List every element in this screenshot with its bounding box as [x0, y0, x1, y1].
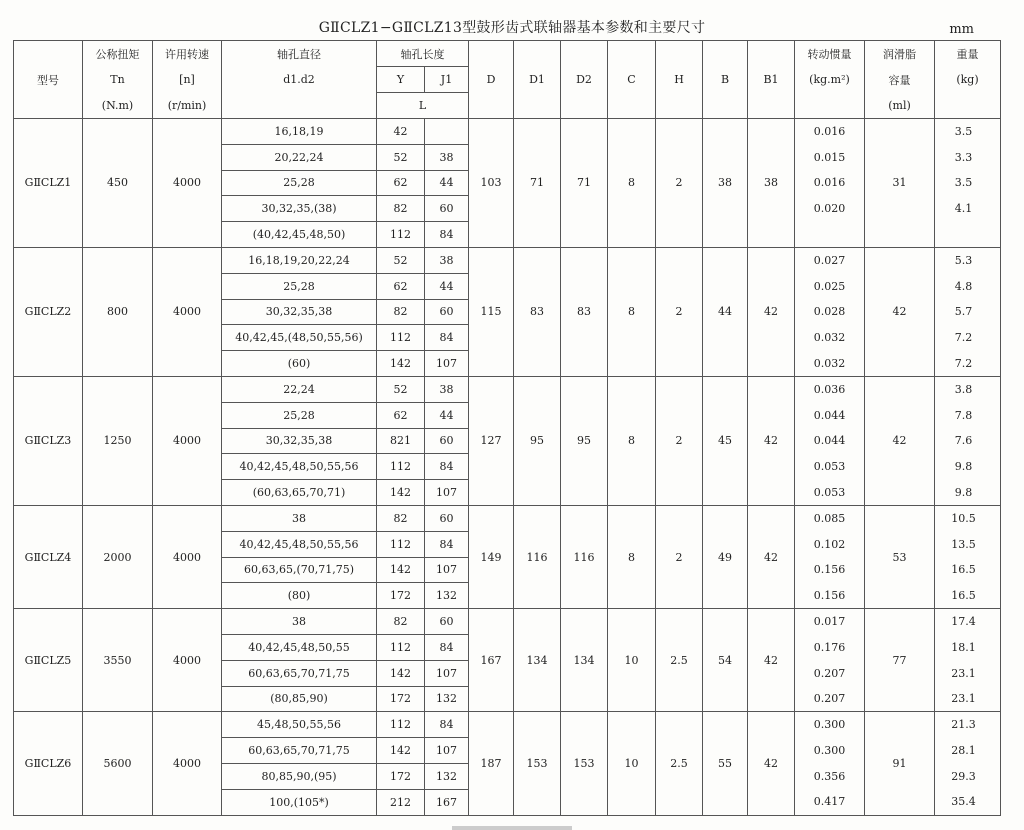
table-body [14, 119, 1001, 816]
header-speed-unit: (r/min) [153, 93, 222, 119]
h-cell: 2 [656, 119, 703, 248]
header-D1: D1 [514, 41, 561, 119]
table-row [14, 609, 1001, 635]
d2-cell: 116 [561, 505, 608, 608]
y-cell: 821 [377, 428, 425, 454]
grease-cell: 53 [865, 505, 935, 608]
d1-cell: 134 [514, 609, 561, 712]
unit-label: mm [949, 22, 974, 37]
header-speed: 许用转速 [153, 41, 222, 67]
inertia-cell: 0.020 [795, 196, 865, 222]
c-cell: 8 [608, 505, 656, 608]
bore-cell: 60,63,65,70,71,75 [222, 738, 377, 764]
weight-cell: 3.5 [935, 170, 1001, 196]
weight-cell: 5.3 [935, 247, 1001, 273]
weight-cell: 3.8 [935, 376, 1001, 402]
y-cell: 212 [377, 789, 425, 815]
inertia-cell: 0.017 [795, 609, 865, 635]
inertia-cell: 0.156 [795, 557, 865, 583]
d1-cell: 153 [514, 712, 561, 815]
inertia-cell: 0.032 [795, 325, 865, 351]
y-cell: 62 [377, 402, 425, 428]
inertia-cell: 0.044 [795, 428, 865, 454]
d-cell: 187 [469, 712, 514, 815]
header-grease-sub: 容量 [865, 67, 935, 93]
weight-cell: 3.3 [935, 144, 1001, 170]
header-bore-bottom [222, 93, 377, 119]
header-B: B [703, 41, 748, 119]
inertia-cell: 0.053 [795, 454, 865, 480]
b1-cell: 42 [748, 247, 795, 376]
header-H: H [656, 41, 703, 119]
j1-cell: 132 [425, 583, 469, 609]
model-cell: GⅡCLZ3 [14, 376, 83, 505]
header-model: 型号 [14, 67, 83, 93]
model-cell: GⅡCLZ2 [14, 247, 83, 376]
d1-cell: 95 [514, 376, 561, 505]
y-cell: 112 [377, 712, 425, 738]
d2-cell: 71 [561, 119, 608, 248]
torque-cell: 2000 [83, 505, 153, 608]
weight-cell [935, 222, 1001, 248]
b-cell: 44 [703, 247, 748, 376]
torque-cell: 800 [83, 247, 153, 376]
header-inertia-unit: (kg.m²) [795, 67, 865, 93]
header-weight-unit: (kg) [935, 67, 1001, 93]
y-cell: 82 [377, 609, 425, 635]
inertia-cell: 0.417 [795, 789, 865, 815]
j1-cell: 38 [425, 247, 469, 273]
j1-cell: 84 [425, 531, 469, 557]
torque-cell: 450 [83, 119, 153, 248]
y-cell: 52 [377, 376, 425, 402]
d2-cell: 134 [561, 609, 608, 712]
bore-cell: 30,32,35,38 [222, 428, 377, 454]
y-cell: 142 [377, 557, 425, 583]
grease-cell: 91 [865, 712, 935, 815]
table-row [14, 119, 1001, 145]
y-cell: 62 [377, 273, 425, 299]
j1-cell: 60 [425, 196, 469, 222]
d2-cell: 83 [561, 247, 608, 376]
b1-cell: 42 [748, 505, 795, 608]
header-torque: 公称扭矩 [83, 41, 153, 67]
y-cell: 62 [377, 170, 425, 196]
inertia-cell: 0.044 [795, 402, 865, 428]
bore-cell: 20,22,24 [222, 144, 377, 170]
h-cell: 2.5 [656, 712, 703, 815]
weight-cell: 23.1 [935, 686, 1001, 712]
header-y: Y [377, 67, 425, 93]
torque-cell: 3550 [83, 609, 153, 712]
y-cell: 172 [377, 763, 425, 789]
j1-cell: 84 [425, 222, 469, 248]
bore-cell: 30,32,35,38 [222, 299, 377, 325]
weight-cell: 28.1 [935, 738, 1001, 764]
model-cell: GⅡCLZ5 [14, 609, 83, 712]
y-cell: 112 [377, 634, 425, 660]
bore-cell: 40,42,45,48,50,55 [222, 634, 377, 660]
inertia-cell: 0.300 [795, 712, 865, 738]
weight-cell: 3.5 [935, 119, 1001, 145]
y-cell: 172 [377, 686, 425, 712]
weight-cell: 35.4 [935, 789, 1001, 815]
j1-cell: 84 [425, 454, 469, 480]
d1-cell: 83 [514, 247, 561, 376]
weight-cell: 7.8 [935, 402, 1001, 428]
header-inertia-bottom [795, 93, 865, 119]
header-grease-unit: (ml) [865, 93, 935, 119]
header-D2: D2 [561, 41, 608, 119]
inertia-cell: 0.025 [795, 273, 865, 299]
j1-cell: 44 [425, 170, 469, 196]
inertia-cell: 0.015 [795, 144, 865, 170]
bore-cell: 30,32,35,(38) [222, 196, 377, 222]
weight-cell: 10.5 [935, 505, 1001, 531]
d-cell: 167 [469, 609, 514, 712]
table-row [14, 247, 1001, 273]
bore-cell: (60) [222, 351, 377, 377]
bore-cell: (80,85,90) [222, 686, 377, 712]
torque-cell: 1250 [83, 376, 153, 505]
d-cell: 115 [469, 247, 514, 376]
j1-cell: 60 [425, 428, 469, 454]
j1-cell: 167 [425, 789, 469, 815]
bore-cell: 45,48,50,55,56 [222, 712, 377, 738]
y-cell: 112 [377, 222, 425, 248]
header-l: L [377, 93, 469, 119]
y-cell: 142 [377, 351, 425, 377]
bore-cell: 60,63,65,70,71,75 [222, 660, 377, 686]
y-cell: 142 [377, 738, 425, 764]
weight-cell: 7.2 [935, 325, 1001, 351]
bore-cell: (40,42,45,48,50) [222, 222, 377, 248]
h-cell: 2 [656, 247, 703, 376]
c-cell: 10 [608, 609, 656, 712]
speed-cell: 4000 [153, 119, 222, 248]
bore-cell: (60,63,65,70,71) [222, 480, 377, 506]
inertia-cell: 0.156 [795, 583, 865, 609]
bore-cell: 40,42,45,48,50,55,56 [222, 454, 377, 480]
table-row [14, 505, 1001, 531]
y-cell: 172 [377, 583, 425, 609]
j1-cell: 132 [425, 763, 469, 789]
j1-cell: 38 [425, 376, 469, 402]
y-cell: 82 [377, 196, 425, 222]
j1-cell: 84 [425, 634, 469, 660]
j1-cell: 107 [425, 557, 469, 583]
header-model-bottom [14, 93, 83, 119]
d1-cell: 71 [514, 119, 561, 248]
bore-cell: 40,42,45,48,50,55,56 [222, 531, 377, 557]
bore-cell: 25,28 [222, 273, 377, 299]
weight-cell: 23.1 [935, 660, 1001, 686]
inertia-cell: 0.207 [795, 686, 865, 712]
y-cell: 112 [377, 531, 425, 557]
c-cell: 8 [608, 119, 656, 248]
inertia-cell: 0.085 [795, 505, 865, 531]
model-cell: GⅡCLZ1 [14, 119, 83, 248]
weight-cell: 13.5 [935, 531, 1001, 557]
inertia-cell: 0.016 [795, 119, 865, 145]
speed-cell: 4000 [153, 376, 222, 505]
b-cell: 55 [703, 712, 748, 815]
y-cell: 142 [377, 480, 425, 506]
inertia-cell: 0.207 [795, 660, 865, 686]
header-grease: 润滑脂 [865, 41, 935, 67]
y-cell: 52 [377, 247, 425, 273]
d-cell: 127 [469, 376, 514, 505]
header-D: D [469, 41, 514, 119]
header-speed-symbol: [n] [153, 67, 222, 93]
weight-cell: 4.8 [935, 273, 1001, 299]
model-cell: GⅡCLZ6 [14, 712, 83, 815]
inertia-cell: 0.176 [795, 634, 865, 660]
j1-cell: 38 [425, 144, 469, 170]
bore-cell: 38 [222, 505, 377, 531]
bore-cell: 60,63,65,(70,71,75) [222, 557, 377, 583]
torque-cell: 5600 [83, 712, 153, 815]
header-C: C [608, 41, 656, 119]
b-cell: 54 [703, 609, 748, 712]
c-cell: 8 [608, 247, 656, 376]
j1-cell: 107 [425, 660, 469, 686]
inertia-cell: 0.032 [795, 351, 865, 377]
h-cell: 2 [656, 376, 703, 505]
y-cell: 82 [377, 299, 425, 325]
inertia-cell: 0.016 [795, 170, 865, 196]
bore-cell: 25,28 [222, 170, 377, 196]
b1-cell: 42 [748, 376, 795, 505]
weight-cell: 5.7 [935, 299, 1001, 325]
inertia-cell: 0.053 [795, 480, 865, 506]
y-cell: 142 [377, 660, 425, 686]
table-header [14, 41, 1001, 119]
weight-cell: 16.5 [935, 557, 1001, 583]
h-cell: 2 [656, 505, 703, 608]
b1-cell: 42 [748, 712, 795, 815]
weight-cell: 21.3 [935, 712, 1001, 738]
header-bore-symbol: d1.d2 [222, 67, 377, 93]
h-cell: 2.5 [656, 609, 703, 712]
grease-cell: 77 [865, 609, 935, 712]
d2-cell: 153 [561, 712, 608, 815]
bore-cell: 16,18,19,20,22,24 [222, 247, 377, 273]
b-cell: 49 [703, 505, 748, 608]
header-inertia: 转动惯量 [795, 41, 865, 67]
y-cell: 82 [377, 505, 425, 531]
j1-cell: 44 [425, 273, 469, 299]
header-j1: J1 [425, 67, 469, 93]
inertia-cell [795, 222, 865, 248]
b1-cell: 42 [748, 609, 795, 712]
weight-cell: 17.4 [935, 609, 1001, 635]
bore-cell: 100,(105*) [222, 789, 377, 815]
weight-cell: 18.1 [935, 634, 1001, 660]
weight-cell: 7.2 [935, 351, 1001, 377]
j1-cell: 60 [425, 299, 469, 325]
bore-cell: (80) [222, 583, 377, 609]
speed-cell: 4000 [153, 609, 222, 712]
weight-cell: 9.8 [935, 480, 1001, 506]
j1-cell [425, 119, 469, 145]
j1-cell: 44 [425, 402, 469, 428]
table-row [14, 376, 1001, 402]
d2-cell: 95 [561, 376, 608, 505]
grease-cell: 31 [865, 119, 935, 248]
spec-table [13, 40, 1001, 816]
y-cell: 112 [377, 325, 425, 351]
grease-cell: 42 [865, 376, 935, 505]
scroll-indicator [452, 826, 572, 830]
j1-cell: 60 [425, 609, 469, 635]
speed-cell: 4000 [153, 712, 222, 815]
header-torque-unit: (N.m) [83, 93, 153, 119]
d1-cell: 116 [514, 505, 561, 608]
y-cell: 42 [377, 119, 425, 145]
weight-cell: 9.8 [935, 454, 1001, 480]
inertia-cell: 0.300 [795, 738, 865, 764]
j1-cell: 84 [425, 712, 469, 738]
inertia-cell: 0.036 [795, 376, 865, 402]
speed-cell: 4000 [153, 505, 222, 608]
table-row [14, 712, 1001, 738]
j1-cell: 84 [425, 325, 469, 351]
j1-cell: 107 [425, 480, 469, 506]
b-cell: 45 [703, 376, 748, 505]
weight-cell: 4.1 [935, 196, 1001, 222]
bore-cell: 38 [222, 609, 377, 635]
inertia-cell: 0.102 [795, 531, 865, 557]
header-weight-bottom [935, 93, 1001, 119]
b1-cell: 38 [748, 119, 795, 248]
d-cell: 149 [469, 505, 514, 608]
bore-cell: 22,24 [222, 376, 377, 402]
bore-cell: 16,18,19 [222, 119, 377, 145]
bore-cell: 40,42,45,(48,50,55,56) [222, 325, 377, 351]
table-title: GⅡCLZ1−GⅡCLZ13型鼓形齿式联轴器基本参数和主要尺寸 [318, 20, 706, 36]
c-cell: 10 [608, 712, 656, 815]
j1-cell: 60 [425, 505, 469, 531]
c-cell: 8 [608, 376, 656, 505]
y-cell: 52 [377, 144, 425, 170]
d-cell: 103 [469, 119, 514, 248]
header-torque-symbol: Tn [83, 67, 153, 93]
grease-cell: 42 [865, 247, 935, 376]
header-length: 轴孔长度 [377, 41, 469, 67]
header-model-top [14, 41, 83, 67]
weight-cell: 29.3 [935, 763, 1001, 789]
header-weight: 重量 [935, 41, 1001, 67]
bore-cell: 80,85,90,(95) [222, 763, 377, 789]
header-B1: B1 [748, 41, 795, 119]
model-cell: GⅡCLZ4 [14, 505, 83, 608]
header-bore: 轴孔直径 [222, 41, 377, 67]
j1-cell: 132 [425, 686, 469, 712]
inertia-cell: 0.027 [795, 247, 865, 273]
speed-cell: 4000 [153, 247, 222, 376]
y-cell: 112 [377, 454, 425, 480]
j1-cell: 107 [425, 738, 469, 764]
weight-cell: 7.6 [935, 428, 1001, 454]
j1-cell: 107 [425, 351, 469, 377]
b-cell: 38 [703, 119, 748, 248]
weight-cell: 16.5 [935, 583, 1001, 609]
inertia-cell: 0.028 [795, 299, 865, 325]
bore-cell: 25,28 [222, 402, 377, 428]
inertia-cell: 0.356 [795, 763, 865, 789]
